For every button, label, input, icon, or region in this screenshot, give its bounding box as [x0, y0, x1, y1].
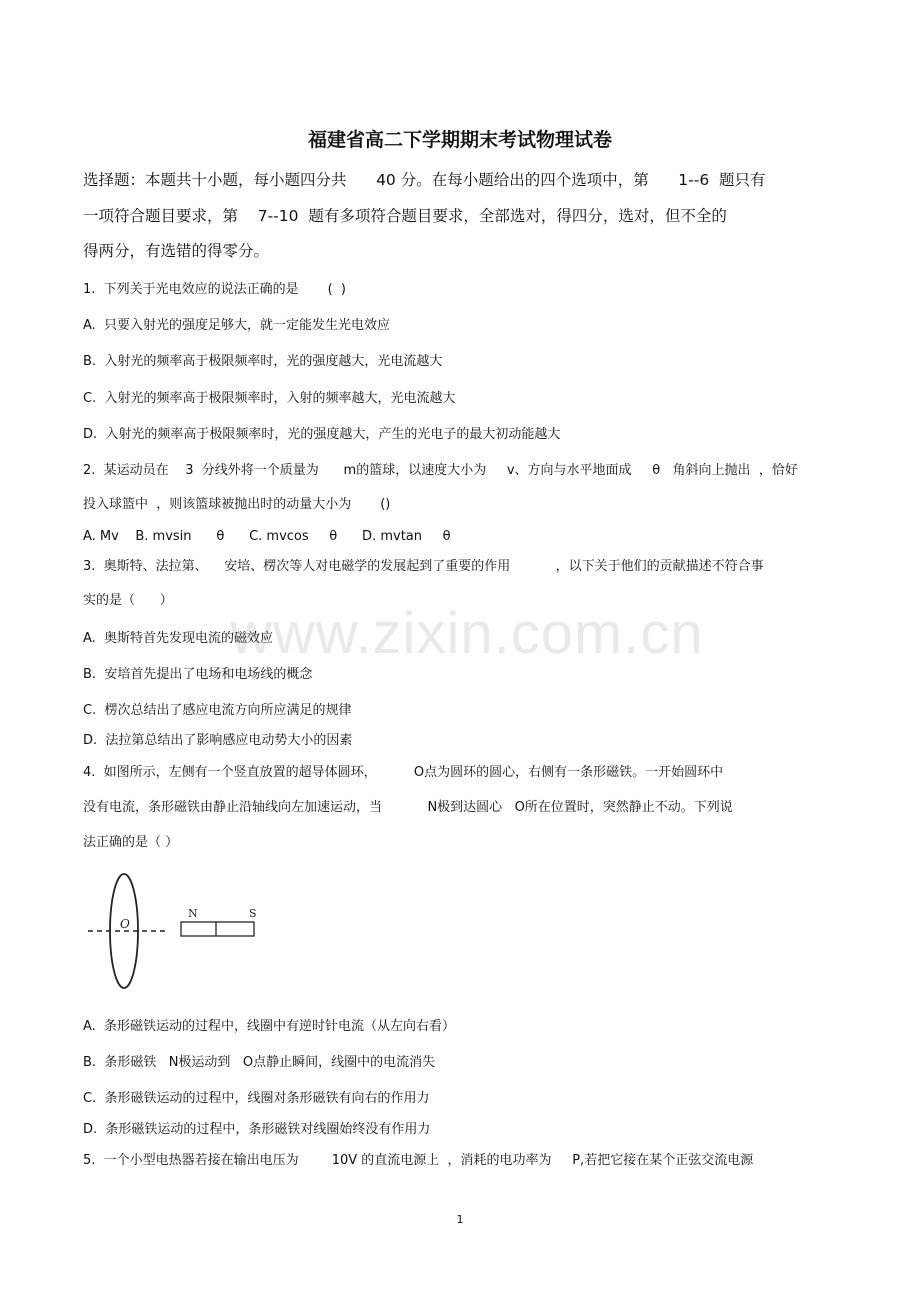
option-d: D. 入射光的频率高于极限频率时，光的强度越大，产生的光电子的最大初动能越大: [83, 427, 561, 442]
page-title: 福建省高二下学期期末考试物理试卷: [307, 129, 612, 151]
option-c: C. 楞次总结出了感应电流方向所应满足的规律: [83, 703, 352, 718]
option-a: A. 条形磁铁运动的过程中，线圈中有逆时针电流（从左向右看）: [83, 1019, 456, 1034]
option-a: A. 奥斯特首先发现电流的磁效应: [83, 631, 274, 646]
center-o-label: O: [120, 917, 130, 931]
page-number: 1: [456, 1213, 464, 1226]
question-4-cont: 没有电流，条形磁铁由静止沿轴线向左加速运动，当 N极到达圆心 O所在位置时，突然静止不动。下列说: [83, 800, 733, 815]
watermark: www.zixin.com.cn: [230, 601, 704, 666]
option-c: C. 条形磁铁运动的过程中，线圈对条形磁铁有向右的作用力: [83, 1091, 430, 1106]
question-4-cont: 法正确的是（ ）: [83, 835, 179, 850]
intro-line: 一项符合题目要求，第 7--10 题有多项符合题目要求，全部选对，得四分，选对，但不全的: [83, 207, 727, 225]
option-c: C. 入射光的频率高于极限频率时，入射的频率越大，光电流越大: [83, 391, 456, 406]
option-b: B. 条形磁铁 N极运动到 O点静止瞬间，线圈中的电流消失: [83, 1055, 436, 1070]
intro-line: 得两分，有选错的得零分。: [83, 242, 270, 260]
option-d: D. 法拉第总结出了影响感应电动势大小的因素: [83, 733, 353, 748]
intro-line: 选择题：本题共十小题，每小题四分共 40 分。在每小题给出的四个选项中，第 1--6 题只有: [83, 171, 766, 189]
option-a: A. 只要入射光的强度足够大，就一定能发生光电效应: [83, 318, 391, 333]
option-d: D. 条形磁铁运动的过程中，条形磁铁对线圈始终没有作用力: [83, 1122, 431, 1137]
question-2-cont: 投入球篮中 ，则该篮球被抛出时的动量大小为 (): [83, 497, 391, 512]
question-1: 1. 下列关于光电效应的说法正确的是 ( ): [83, 282, 347, 297]
s-pole-label: S: [249, 907, 257, 920]
question-4: 4. 如图所示，左侧有一个竖直放置的超导体圆环， O点为圆环的圆心，右侧有一条形磁铁。一开始圆环中: [83, 765, 724, 780]
question-3: 3. 奥斯特、法拉第、 安培、楞次等人对电磁学的发展起到了重要的作用 ，以下关于他们的贡献描述不符合事: [83, 559, 764, 574]
question-5: 5. 一个小型电热器若接在输出电压为 10V 的直流电源上 ，消耗的电功率为 P,若把它接在某个正弦交流电源: [83, 1153, 754, 1168]
n-pole-label: N: [188, 907, 198, 920]
option-b: B. 安培首先提出了电场和电场线的概念: [83, 667, 313, 682]
question-3-cont: 实的是（ ）: [83, 593, 173, 608]
question-2: 2. 某运动员在 3 分线外将一个质量为 m的篮球，以速度大小为 v、方向与水平地面成 θ 角斜向上抛出 ，恰好: [83, 463, 798, 478]
option-b: B. 入射光的频率高于极限频率时，光的强度越大，光电流越大: [83, 354, 443, 369]
question-2-options: A. Mv B. mvsin θ C. mvcos θ D. mvtan θ: [83, 529, 451, 544]
bar-magnet: [181, 922, 254, 936]
ring-magnet-figure: [86, 871, 276, 993]
